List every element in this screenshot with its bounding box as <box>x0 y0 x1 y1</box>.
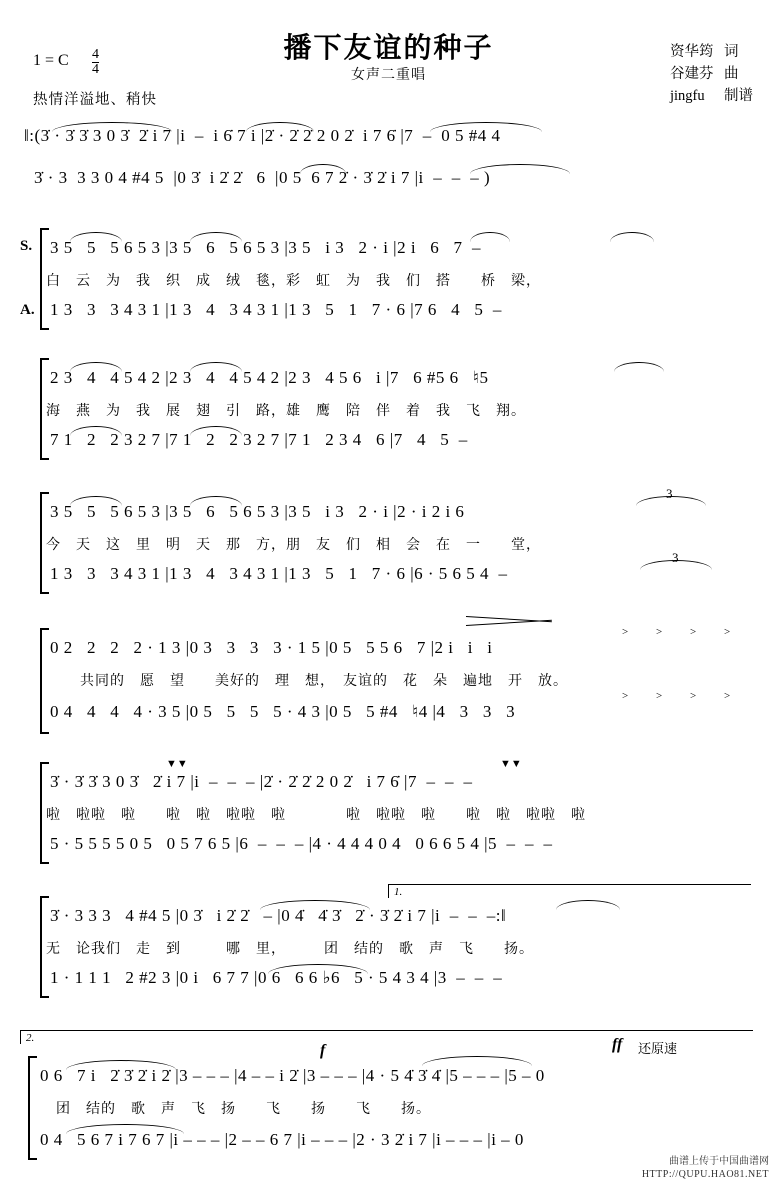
verse-6-soprano: 3̇ · 3 3 3 4 #4 5 |0 3̇ i 2̇ 2̇ – |0 4̇ 4̇ 3̇ 2̇ · 3̇ 2̇ i 7 |i – – –:‖ <box>50 906 507 925</box>
slur <box>430 122 542 132</box>
slur <box>66 1124 184 1134</box>
verse-3-soprano: 3 5 5 5 6 5 3 |3 5 6 5 6 5 3 |3 5 i 3 2 · i |2 · i 2 i 6 <box>50 502 465 521</box>
verse-6-lyrics: 无 论我们 走 到 哪 里， 团 结的 歌 声 飞 扬。 <box>46 942 534 957</box>
tempo-marking: 热情洋溢地、稍快 <box>33 92 157 108</box>
slur <box>190 232 242 242</box>
accent-mark: > <box>656 626 663 638</box>
slur <box>260 900 370 910</box>
slur <box>470 232 510 242</box>
accent-mark: > <box>690 626 697 638</box>
part-label-alto: A. <box>20 302 35 318</box>
accent-mark: > <box>622 690 629 702</box>
slur <box>556 900 620 910</box>
slur <box>300 164 346 174</box>
verse-5-alto: 5 · 5 5 5 5 0 5 0 5 7 6 5 |6 – – – |4 · 4 4 4 0 4 0 6 6 5 4 |5 – – – <box>50 834 553 853</box>
verse-4-lyrics: 共同的 愿 望 美好的 理 想， 友谊的 花 朵 遍地 开 放。 <box>80 674 568 689</box>
slur <box>610 232 654 242</box>
coda-lyrics: 团 结的 歌 声 飞 扬 飞 扬 飞 扬。 <box>56 1102 431 1117</box>
slur <box>268 964 368 974</box>
slur <box>52 122 172 132</box>
dynamic-ff: ff <box>612 1036 623 1053</box>
footer-url: HTTP://QUPU.HAO81.NET <box>641 1169 769 1180</box>
slur <box>614 362 664 372</box>
verse-5-lyrics: 啦 啦啦 啦 啦 啦 啦啦 啦 啦 啦啦 啦 啦 啦 啦啦 啦 <box>46 808 586 823</box>
slur <box>470 164 570 174</box>
verse-3-alto: 1 3 3 3 4 3 1 |1 3 4 3 4 3 1 |1 3 5 1 7 · 6 |6 · 5 6 5 4 – <box>50 564 508 583</box>
verse-1-lyrics: 白 云 为 我 织 成 绒 毯，彩 虹 为 我 们 搭 桥 梁， <box>46 274 541 289</box>
verse-4-alto: 0 4 4 4 4 · 3 5 |0 5 5 5 5 · 4 3 |0 5 5 #4 ♮4 |4 3 3 3 <box>50 702 516 721</box>
staccato-marks: ▼▼ <box>500 758 522 770</box>
key-signature: 1 = C <box>33 52 69 69</box>
slur <box>246 122 314 132</box>
triplet-number: 3 <box>666 486 673 501</box>
intro-1-notes: ‖:(3̇ · 3̇ 3̇ 3 0 3̇ 2̇ i 7 |i – i 6̇ 7 i |2̇ · 2̇ 2̇ 2 0 2̇ i 7 6̇ |7 – 0 5 #4 4 <box>24 126 501 145</box>
accent-mark: > <box>690 690 697 702</box>
slur <box>70 496 122 506</box>
tempo-a-tempo: 还原速 <box>638 1041 678 1056</box>
slur <box>190 496 242 506</box>
accent-mark: > <box>656 690 663 702</box>
credit-composer: 谷建芬 曲 <box>670 65 739 82</box>
footer-credit-line: 曲谱上传于中国曲谱网 <box>669 1156 769 1167</box>
time-signature <box>92 48 99 77</box>
slur <box>70 232 122 242</box>
triplet-number: 3 <box>672 550 679 565</box>
credits <box>670 42 753 107</box>
verse-2-lyrics: 海 燕 为 我 展 翅 引 路，雄 鹰 陪 伴 着 我 飞 翔。 <box>46 404 526 419</box>
volta-label-2: 2. <box>26 1032 35 1044</box>
part-label-soprano: S. <box>20 238 33 254</box>
system-brace <box>28 1056 37 1160</box>
meter-numerator: 4 <box>92 47 99 62</box>
footer-credit <box>642 1155 769 1181</box>
page-title: 播下友谊的种子 <box>283 33 494 64</box>
verse-5-soprano: 3̇ · 3̇ 3̇ 3 0 3̇ 2̇ i 7 |i – – – |2̇ · 2̇ 2̇ 2 0 2̇ i 7 6̇ |7 – – – <box>50 772 473 791</box>
slur <box>190 362 242 372</box>
accent-mark: > <box>724 690 731 702</box>
dynamic-f: f <box>320 1042 326 1059</box>
verse-6-alto: 1 · 1 1 1 2 #2 3 |0 i 6 7 7 |0 6 6 6 ♭6 5 · 5 4 3 4 |3 – – – <box>50 968 503 987</box>
slur <box>422 1056 532 1066</box>
volta-label-1: 1. <box>394 886 403 898</box>
volta-bracket-1 <box>388 884 751 898</box>
crescendo-hairpin <box>466 616 552 626</box>
accent-mark: > <box>622 626 629 638</box>
verse-2-soprano: 2 3 4 4 5 4 2 |2 3 4 4 5 4 2 |2 3 4 5 6 i |7 6 #5 6 ♮5 <box>50 368 489 387</box>
slur <box>66 1060 176 1070</box>
accent-mark: > <box>724 626 731 638</box>
verse-3-lyrics: 今 天 这 里 明 天 那 方，朋 友 们 相 会 在 一 堂， <box>46 538 541 553</box>
slur <box>70 426 122 436</box>
coda-alto: 0 4 5 6 7 i 7 6 7 |i – – – |2 – – 6 7 |i – – – |2 · 3 2̇ i 7 |i – – – |i – 0 <box>40 1130 524 1149</box>
staccato-marks: ▼▼ <box>166 758 188 770</box>
verse-2-alto: 7 1 2 2 3 2 7 |7 1 2 2 3 2 7 |7 1 2 3 4 6 |7 4 5 – <box>50 430 468 449</box>
system-brace <box>40 628 49 734</box>
meter-denominator: 4 <box>92 62 99 77</box>
credit-lyricist: 资华筠 词 <box>670 44 739 60</box>
intro-2-notes: 3̇ · 3 3 3 0 4 #4 5 |0 3̇ i 2̇ 2̇ 6 |0 5 6 7 2̇ · 3̇ 2̇ i 7 |i – – – ) <box>34 168 491 187</box>
verse-1-soprano: 3 5 5 5 6 5 3 |3 5 6 5 6 5 3 |3 5 i 3 2 · i |2 i 6 7 – <box>50 238 482 257</box>
triplet-slur <box>636 496 706 506</box>
slur <box>70 362 122 372</box>
verse-1-alto: 1 3 3 3 4 3 1 |1 3 4 3 4 3 1 |1 3 5 1 7 · 6 |7 6 4 5 – <box>50 300 502 319</box>
credit-engraver: jingfu 制谱 <box>670 87 753 104</box>
slur <box>190 426 242 436</box>
page-subtitle: 女声二重唱 <box>351 68 426 83</box>
triplet-slur <box>640 560 712 570</box>
verse-4-soprano: 0 2 2 2 2 · 1 3 |0 3 3 3 3 · 1 5 |0 5 5 5 6 7 |2 i i i <box>50 638 493 657</box>
coda-soprano: 0 6 7 i 2̇ 3̇ 2̇ i 2̇ |3 – – – |4 – – i 2̇ |3 – – – |4 · 5 4̇ 3̇ 4̇ |5 – – – |5 – 0 <box>40 1066 545 1085</box>
